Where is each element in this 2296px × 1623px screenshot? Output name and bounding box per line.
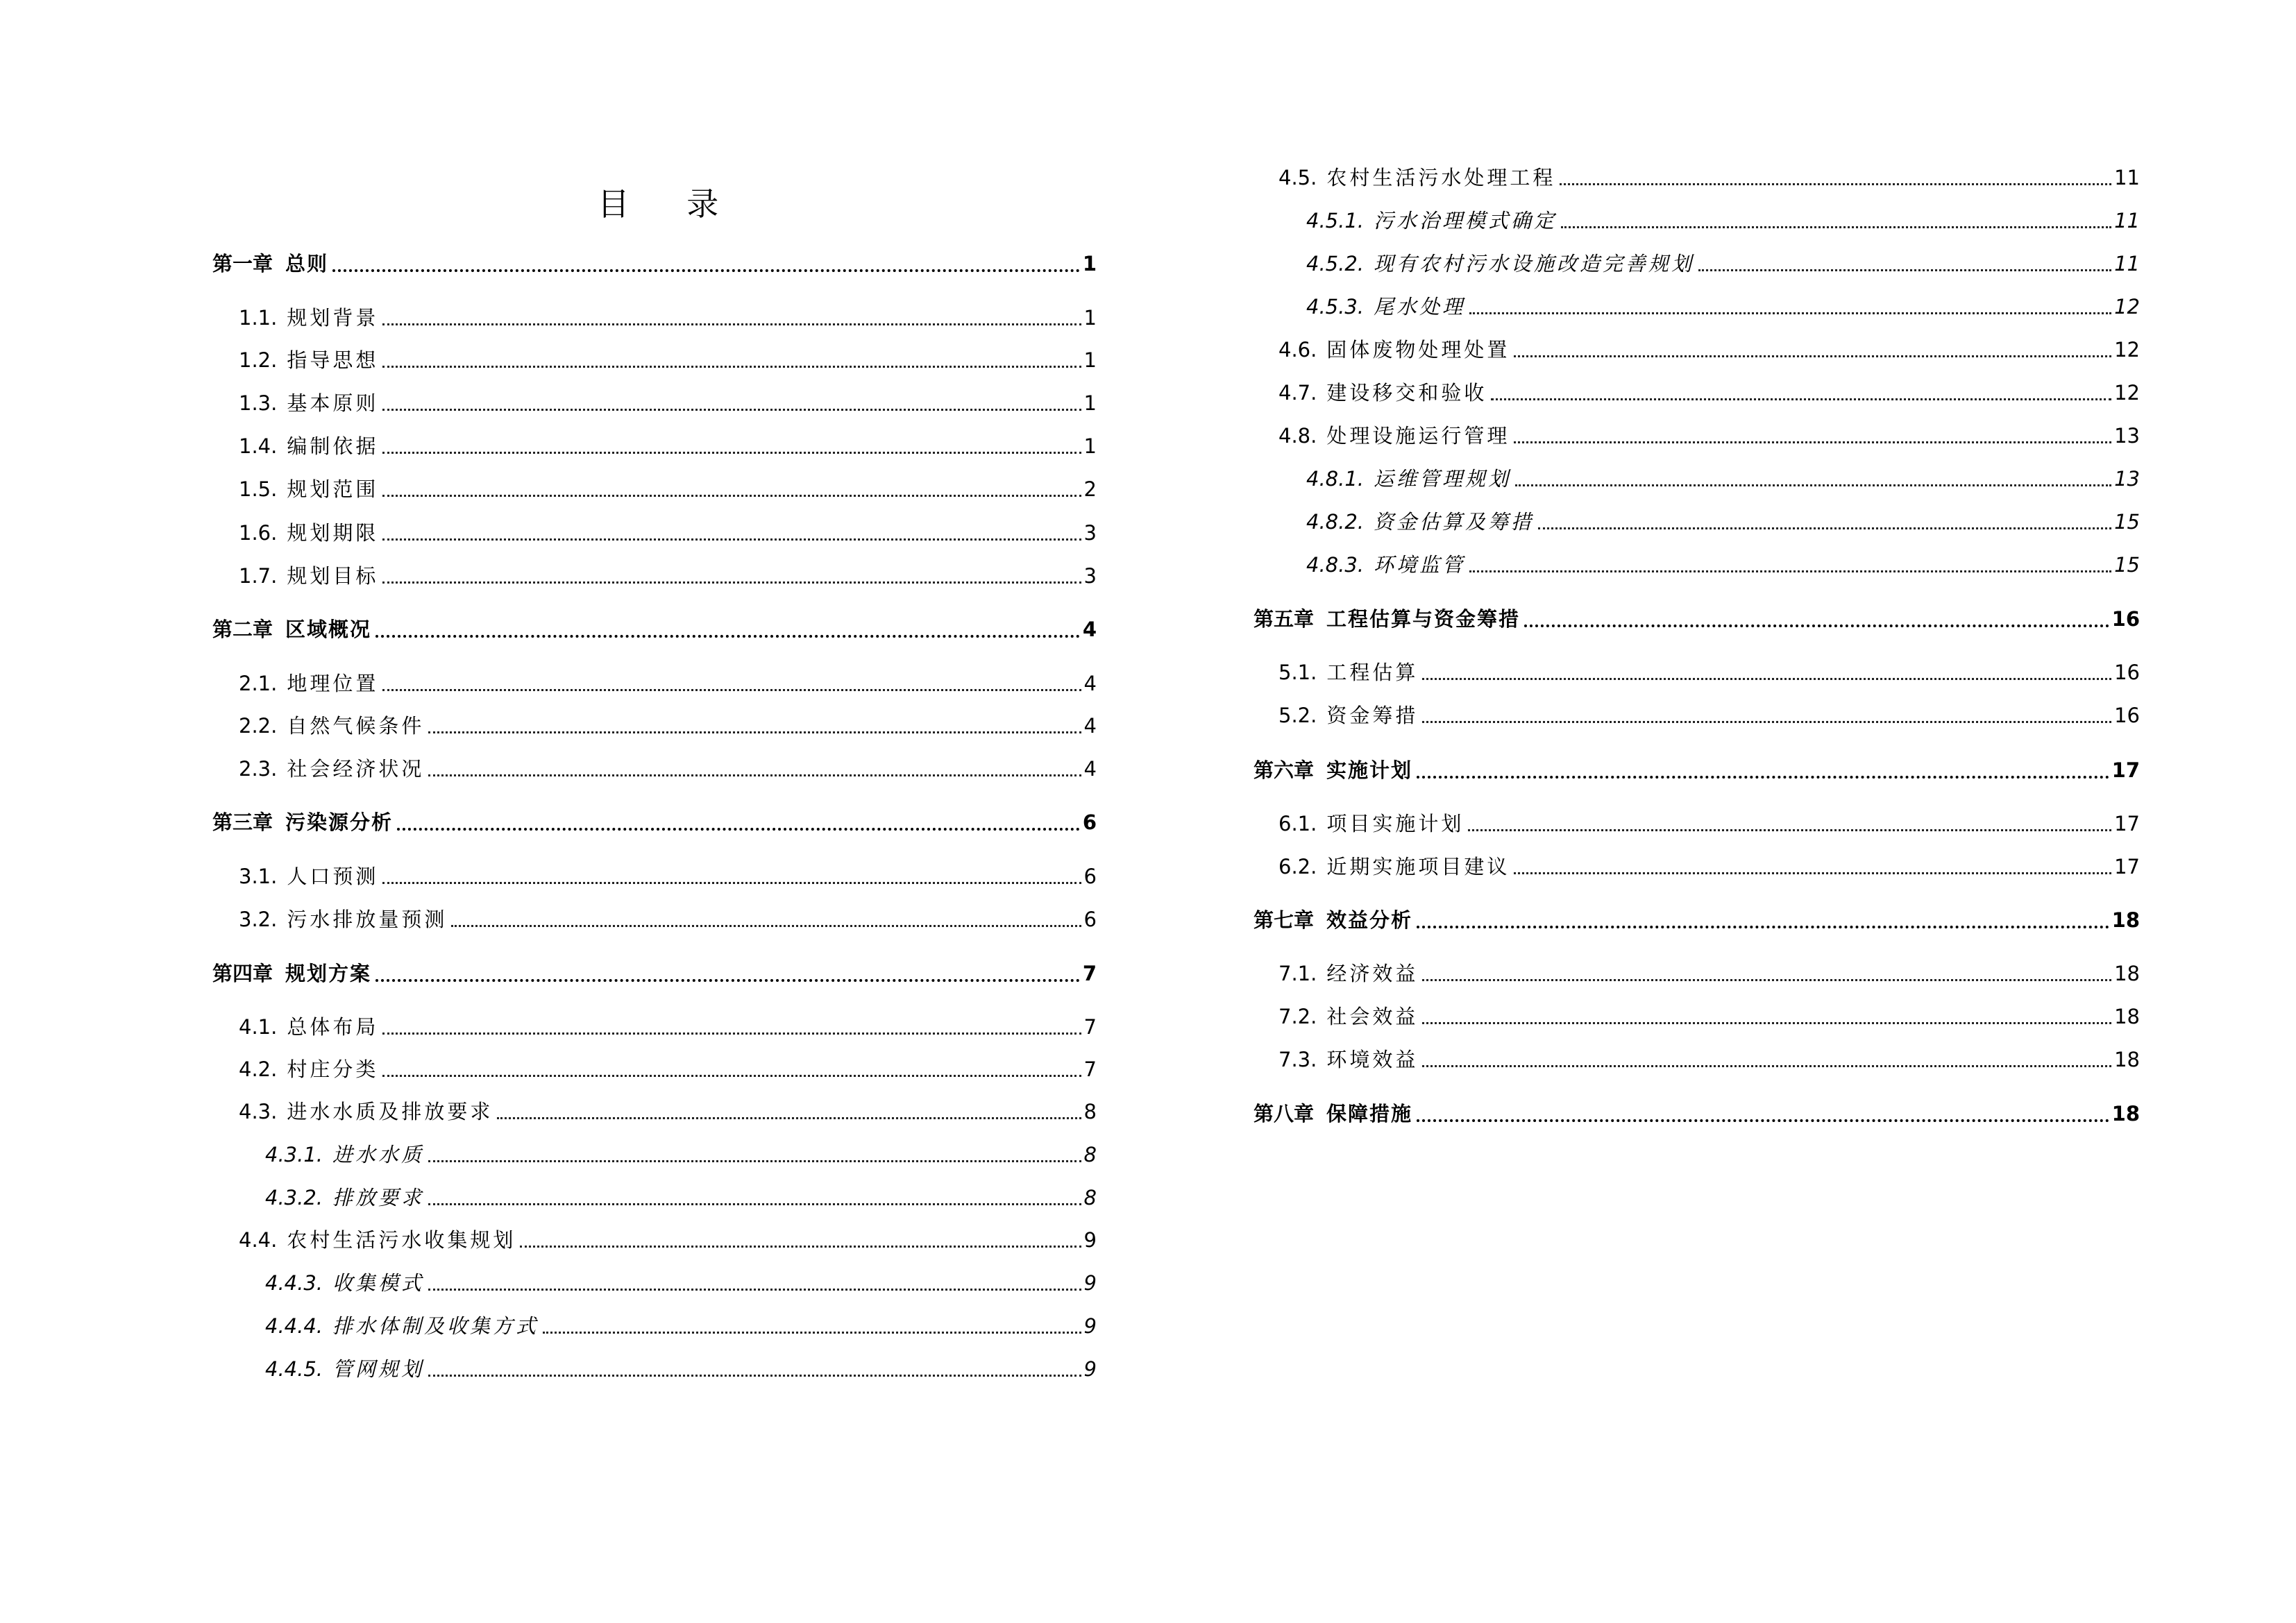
toc-entry-number: 第三章 [212,810,273,834]
toc-page-number: 6 [1082,810,1097,834]
toc-dot-leader [451,925,1081,927]
toc-entry-title: 经济效益 [1326,962,1419,985]
toc-subsection-entry[interactable] [1253,508,2140,536]
toc-section-entry[interactable] [212,346,1097,374]
toc-entry-title: 保障措施 [1326,1102,1413,1125]
toc-section-entry[interactable] [212,562,1097,590]
toc-page-number: 4 [1083,714,1097,738]
toc-dot-leader [382,1033,1081,1035]
toc-dot-leader [382,495,1081,497]
toc-page-number: 8 [1083,1186,1097,1209]
toc-entry-number: 6.2. [1278,855,1317,878]
toc-entry-number: 4.4.4. [265,1314,323,1338]
toc-entry-number: 1.5. [239,477,278,501]
toc-entry-number: 7.3. [1278,1048,1317,1071]
toc-dot-leader [1524,624,2109,627]
toc-page-number: 12 [2114,295,2140,318]
toc-dot-leader [382,409,1081,411]
toc-page-number: 16 [2111,607,2140,631]
toc-subsection-entry[interactable] [1253,293,2140,321]
toc-dot-leader [1422,1022,2111,1024]
toc-entry-number: 7.2. [1278,1005,1317,1028]
toc-subsection-entry[interactable] [212,1141,1097,1169]
toc-section-entry[interactable] [212,1226,1097,1254]
toc-entry-number: 4.4. [239,1228,278,1252]
toc-entry-title: 资金估算及筹措 [1374,510,1535,534]
toc-section-entry[interactable] [212,1013,1097,1041]
toc-chapter-entry[interactable] [1253,906,2140,934]
toc-subsection-entry[interactable] [212,1312,1097,1340]
toc-entry-title: 总则 [285,252,329,275]
toc-subsection-entry[interactable] [212,1184,1097,1212]
toc-page-number: 9 [1083,1228,1097,1252]
toc-entry-number: 4.8. [1278,424,1317,448]
toc-entry-number: 2.2. [239,714,278,738]
toc-page-number: 18 [2111,1102,2140,1125]
toc-page-number: 4 [1083,672,1097,695]
toc-section-entry[interactable] [212,670,1097,697]
toc-page-number: 3 [1083,564,1097,588]
toc-page-number: 7 [1082,962,1097,985]
toc-page-number: 18 [2111,908,2140,932]
toc-dot-leader [428,1160,1081,1162]
toc-page-number: 18 [2114,962,2140,985]
toc-entry-number: 第二章 [212,618,273,641]
toc-entry-number: 第八章 [1253,1102,1315,1125]
toc-page-number: 15 [2114,553,2140,577]
toc-dot-leader [397,828,1080,831]
toc-section-entry[interactable] [212,1098,1097,1125]
toc-entry-title: 固体废物处理处置 [1326,338,1510,362]
toc-dot-leader [428,774,1081,776]
toc-entry-number: 1.6. [239,521,278,545]
toc-entry-title: 环境效益 [1326,1048,1419,1071]
toc-page-number: 9 [1083,1271,1097,1295]
toc-entry-number: 4.5.3. [1306,295,1365,318]
toc-entry-number: 4.4.5. [265,1357,323,1381]
toc-page-number: 7 [1083,1057,1097,1081]
toc-entry-title: 尾水处理 [1374,295,1466,318]
toc-entry-number: 2.1. [239,672,278,695]
toc-entry-number: 第五章 [1253,607,1315,631]
toc-page-number: 16 [2114,704,2140,727]
toc-dot-leader [1422,979,2111,981]
toc-dot-leader [382,452,1081,454]
toc-subsection-entry[interactable] [1253,207,2140,235]
toc-entry-title: 进水水质及排放要求 [287,1100,493,1123]
toc-dot-leader [1514,872,2111,874]
toc-section-entry[interactable] [212,712,1097,740]
toc-entry-number: 第七章 [1253,908,1315,932]
toc-entry-number: 第六章 [1253,758,1315,782]
toc-entry-number: 1.2. [239,348,278,372]
toc-entry-title: 污水排放量预测 [287,908,448,931]
toc-title: 目 录 [597,185,743,223]
toc-page-number: 1 [1083,306,1097,330]
toc-dot-leader [1468,829,2111,831]
toc-page-number: 6 [1083,865,1097,888]
toc-entry-number: 第四章 [212,962,273,985]
toc-entry-title: 实施计划 [1326,758,1413,782]
toc-entry-title: 工程估算 [1326,661,1419,684]
toc-dot-leader [428,1289,1081,1291]
toc-dot-leader [1698,269,2111,271]
toc-page-number: 6 [1083,908,1097,931]
toc-section-entry[interactable] [212,1055,1097,1083]
toc-entry-number: 4.4.3. [265,1271,323,1295]
toc-entry-number: 1.7. [239,564,278,588]
toc-section-entry[interactable] [1253,702,2140,729]
toc-section-entry[interactable] [1253,336,2140,364]
toc-page-number: 15 [2114,510,2140,534]
toc-page-number: 1 [1083,434,1097,458]
toc-dot-leader [1417,926,2109,928]
toc-entry-title: 农村生活污水收集规划 [287,1228,516,1252]
toc-entry-title: 处理设施运行管理 [1326,424,1510,448]
toc-entry-title: 规划方案 [285,962,372,985]
toc-dot-leader [1422,721,2111,723]
toc-dot-leader [1417,1119,2109,1122]
toc-chapter-entry[interactable] [212,960,1097,987]
toc-chapter-entry[interactable] [1253,756,2140,784]
toc-dot-leader [375,635,1080,638]
toc-chapter-entry[interactable] [1253,605,2140,633]
toc-section-entry[interactable] [212,906,1097,933]
toc-entry-title: 编制依据 [287,434,379,458]
toc-dot-leader [520,1246,1081,1248]
toc-page-number: 8 [1083,1100,1097,1123]
toc-dot-leader [382,581,1081,584]
toc-dot-leader [428,1203,1081,1205]
toc-entry-title: 管网规划 [332,1357,425,1381]
toc-section-entry[interactable] [212,475,1097,503]
toc-dot-leader [382,882,1081,884]
toc-entry-number: 4.6. [1278,338,1317,362]
toc-section-entry[interactable] [1253,1046,2140,1073]
toc-subsection-entry[interactable] [1253,551,2140,579]
toc-subsection-entry[interactable] [1253,465,2140,493]
toc-entry-number: 4.3.2. [265,1186,323,1209]
toc-section-entry[interactable] [1253,422,2140,450]
toc-dot-leader [382,366,1081,368]
toc-entry-title: 现有农村污水设施改造完善规划 [1374,252,1695,275]
toc-dot-leader [1538,527,2111,529]
toc-entry-title: 规划期限 [287,521,379,545]
toc-entry-number: 4.3. [239,1100,278,1123]
toc-entry-number: 4.5.2. [1306,252,1365,275]
toc-entry-number: 第一章 [212,252,273,275]
toc-chapter-entry[interactable] [212,808,1097,836]
toc-entry-title: 项目实施计划 [1326,812,1464,835]
toc-entry-title: 规划范围 [287,477,379,501]
toc-dot-leader [375,979,1080,982]
toc-entry-number: 3.2. [239,908,278,931]
toc-dot-leader [1422,1065,2111,1067]
toc-entry-title: 规划目标 [287,564,379,588]
toc-chapter-entry[interactable] [212,250,1097,278]
toc-entry-title: 效益分析 [1326,908,1413,932]
toc-dot-leader [1422,678,2111,680]
toc-page-number: 13 [2114,467,2140,491]
toc-section-entry[interactable] [1253,164,2140,192]
toc-section-entry[interactable] [1253,379,2140,407]
toc-entry-title: 社会经济状况 [287,757,425,781]
toc-entry-title: 地理位置 [287,672,379,695]
toc-entry-title: 近期实施项目建议 [1326,855,1510,878]
toc-section-entry[interactable] [1253,1003,2140,1030]
toc-section-entry[interactable] [212,519,1097,547]
toc-dot-leader [543,1332,1081,1334]
toc-page-number: 9 [1083,1314,1097,1338]
toc-page-number: 11 [2114,252,2140,275]
toc-section-entry[interactable] [212,755,1097,783]
toc-page-number: 18 [2114,1048,2140,1071]
toc-page-number: 12 [2114,381,2140,405]
toc-entry-number: 1.4. [239,434,278,458]
toc-entry-number: 4.1. [239,1015,278,1039]
toc-page-number: 4 [1082,618,1097,641]
toc-section-entry[interactable] [212,432,1097,460]
toc-entry-title: 建设移交和验收 [1326,381,1487,405]
toc-section-entry[interactable] [212,304,1097,332]
toc-chapter-entry[interactable] [1253,1100,2140,1128]
toc-dot-leader [1561,226,2111,228]
toc-page-number: 9 [1083,1357,1097,1381]
toc-entry-title: 社会效益 [1326,1005,1419,1028]
toc-entry-number: 4.7. [1278,381,1317,405]
toc-section-entry[interactable] [1253,960,2140,987]
toc-dot-leader [428,1375,1081,1377]
toc-entry-number: 4.3.1. [265,1143,323,1166]
toc-entry-number: 3.1. [239,865,278,888]
toc-entry-title: 排放要求 [332,1186,425,1209]
toc-dot-leader [382,323,1081,325]
toc-entry-title: 总体布局 [287,1015,379,1039]
toc-section-entry[interactable] [212,863,1097,890]
toc-entry-title: 自然气候条件 [287,714,425,738]
toc-page-number: 17 [2111,758,2140,782]
toc-entry-title: 资金筹措 [1326,704,1419,727]
toc-page-number: 12 [2114,338,2140,362]
toc-entry-title: 污水治理模式确定 [1374,209,1558,232]
toc-entry-title: 污染源分析 [285,810,394,834]
toc-page-number: 17 [2114,855,2140,878]
toc-dot-leader [1515,484,2111,486]
toc-entry-number: 4.8.1. [1306,467,1365,491]
toc-entry-number: 4.8.2. [1306,510,1365,534]
toc-entry-title: 进水水质 [332,1143,425,1166]
toc-entry-number: 1.1. [239,306,278,330]
toc-entry-title: 基本原则 [287,391,379,415]
toc-entry-title: 村庄分类 [287,1057,379,1081]
toc-subsection-entry[interactable] [212,1355,1097,1383]
toc-entry-number: 5.1. [1278,661,1317,684]
toc-page-number: 11 [2114,166,2140,189]
toc-entry-number: 1.3. [239,391,278,415]
toc-dot-leader [1469,312,2111,314]
toc-dot-leader [1491,398,2111,400]
toc-entry-title: 排水体制及收集方式 [332,1314,539,1338]
toc-entry-number: 6.1. [1278,812,1317,835]
toc-page-number: 11 [2114,209,2140,232]
toc-dot-leader [1514,441,2111,443]
toc-section-entry[interactable] [1253,658,2140,686]
toc-dot-leader [1560,183,2111,185]
toc-page-number: 1 [1083,391,1097,415]
toc-entry-number: 4.5. [1278,166,1317,189]
toc-entry-number: 4.2. [239,1057,278,1081]
toc-entry-title: 人口预测 [287,865,379,888]
toc-page-number: 17 [2114,812,2140,835]
toc-page-number: 7 [1083,1015,1097,1039]
toc-page-number: 1 [1082,252,1097,275]
toc-entry-title: 规划背景 [287,306,379,330]
toc-dot-leader [382,689,1081,691]
toc-page-number: 13 [2114,424,2140,448]
toc-page-number: 3 [1083,521,1097,545]
toc-dot-leader [1469,570,2111,572]
toc-page-number: 18 [2114,1005,2140,1028]
toc-dot-leader [332,269,1080,272]
toc-section-entry[interactable] [212,389,1097,417]
toc-chapter-entry[interactable] [212,615,1097,643]
toc-entry-title: 运维管理规划 [1374,467,1512,491]
toc-dot-leader [382,1075,1081,1077]
toc-subsection-entry[interactable] [1253,250,2140,278]
toc-entry-title: 指导思想 [287,348,379,372]
toc-section-entry[interactable] [1253,853,2140,881]
toc-page-number: 8 [1083,1143,1097,1166]
toc-page-number: 1 [1083,348,1097,372]
toc-entry-title: 农村生活污水处理工程 [1326,166,1556,189]
toc-entry-title: 工程估算与资金筹措 [1326,607,1521,631]
toc-dot-leader [382,538,1081,541]
toc-entry-number: 2.3. [239,757,278,781]
toc-entry-number: 4.8.3. [1306,553,1365,577]
toc-entry-title: 区域概况 [285,618,372,641]
toc-subsection-entry[interactable] [212,1269,1097,1297]
toc-dot-leader [428,731,1081,733]
toc-entry-number: 5.2. [1278,704,1317,727]
toc-section-entry[interactable] [1253,810,2140,838]
toc-page-number: 2 [1083,477,1097,501]
toc-entry-title: 收集模式 [332,1271,425,1295]
toc-dot-leader [1514,355,2111,357]
toc-dot-leader [1417,776,2109,779]
toc-entry-number: 4.5.1. [1306,209,1365,232]
toc-entry-title: 环境监管 [1374,553,1466,577]
toc-page-number: 4 [1083,757,1097,781]
toc-entry-number: 7.1. [1278,962,1317,985]
toc-page-number: 16 [2114,661,2140,684]
toc-dot-leader [497,1117,1081,1119]
